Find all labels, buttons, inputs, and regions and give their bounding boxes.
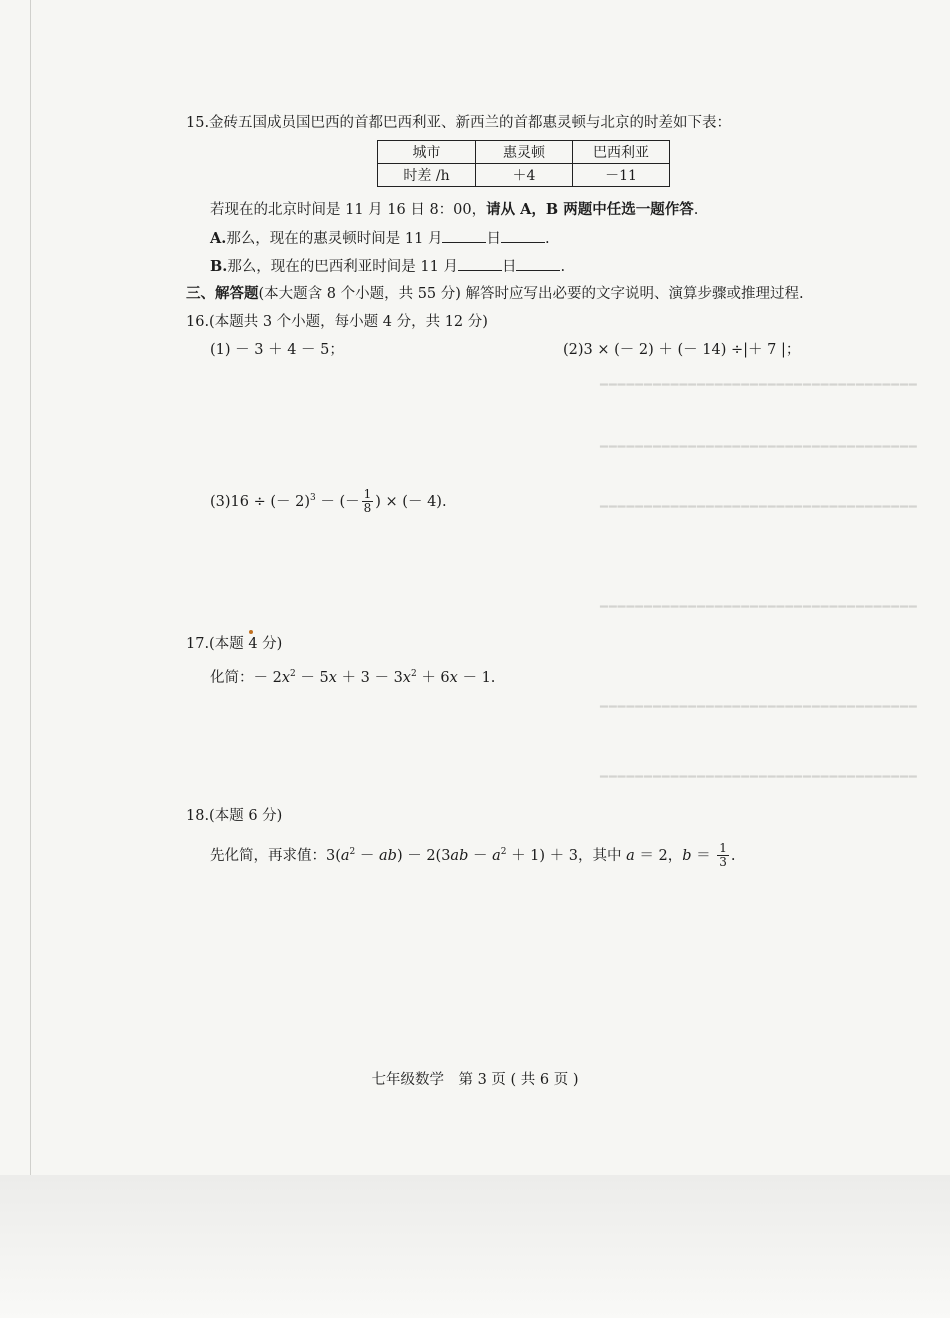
bleed-through-6: ━━━━━━━━━━━━━━━━━━━━━━━━━━━━━━━━━━━━ — [600, 770, 918, 785]
p3-exponent: 3 — [310, 493, 316, 503]
q17-text: － 1. — [457, 669, 496, 686]
option-b-label: B. — [210, 258, 228, 275]
var-x: x — [449, 669, 458, 686]
q15-option-b — [210, 256, 565, 277]
q18-body — [210, 842, 736, 869]
q17-text: ＋ 6 — [416, 669, 450, 686]
section-3-heading — [186, 284, 804, 304]
q18-text: ＝ — [691, 847, 716, 864]
q15-stem: 15.金砖五国成员国巴西的首都巴西利亚、新西兰的首都惠灵顿与北京的时差如下表： — [186, 115, 732, 131]
q15-instruction-text: 若现在的北京时间是 11 月 16 日 8：00， — [210, 202, 487, 218]
q18-header: 18.(本题 6 分) — [186, 808, 283, 824]
section-text: (本大题含 8 个小题，共 55 分) 解答时应写出必要的文字说明、演算步骤或推理过程. — [258, 286, 804, 302]
table-cell: 城市 — [378, 141, 476, 164]
q15-option-a — [210, 228, 550, 249]
answer-blank-time — [516, 256, 560, 271]
var-a: a — [340, 847, 350, 864]
var-a: a — [626, 847, 635, 864]
fraction — [362, 488, 374, 515]
p3-pre: (3)16 ÷ (－ 2) — [210, 493, 311, 510]
table-cell: －11 — [573, 164, 670, 187]
table-row — [378, 164, 670, 187]
var-x: x — [402, 669, 411, 686]
bleed-through-3: ━━━━━━━━━━━━━━━━━━━━━━━━━━━━━━━━━━━━ — [600, 500, 918, 515]
fraction-denominator: 3 — [719, 855, 727, 870]
table-header-row — [378, 141, 670, 164]
table-cell: 时差 /h — [378, 164, 476, 187]
exponent: 2 — [290, 669, 296, 679]
q18-text: 先化简，再求值：3( — [210, 847, 341, 864]
q17-text: ＋ 3 － 3 — [336, 669, 403, 686]
page-footer: 七年级数学 第 3 页 ( 共 6 页 ) — [371, 1072, 579, 1088]
period: . — [560, 259, 566, 275]
scan-bottom-shade — [0, 1175, 950, 1318]
period: . — [544, 231, 550, 247]
scan-border-left — [30, 0, 31, 1180]
q18-text: . — [730, 847, 736, 864]
var-ab: ab — [450, 847, 469, 864]
q15-instruction-bold: 请从 A，B 两题中任选一题作答 — [486, 201, 694, 218]
p3-mid: － (－ — [315, 493, 360, 510]
day-label: 日 — [486, 231, 501, 247]
q18-text: ＋ 1) ＋ 3，其中 — [506, 847, 627, 864]
q16-part-3 — [210, 488, 447, 515]
section-label: 三、解答题 — [186, 285, 259, 302]
answer-blank-time — [501, 228, 545, 243]
q18-text: － — [468, 847, 493, 864]
var-ab: ab — [379, 847, 397, 864]
fraction-numerator: 1 — [363, 487, 372, 502]
table-cell: 惠灵顿 — [476, 141, 573, 164]
var-x: x — [328, 669, 337, 686]
day-label: 日 — [501, 259, 517, 275]
q17-text: 化简：－ 2 — [210, 669, 282, 686]
q18-text: ＝ 2， — [634, 847, 683, 864]
q18-text: － — [355, 847, 379, 864]
answer-blank-month-day — [458, 256, 502, 271]
q17-body — [210, 664, 495, 688]
bleed-through-4: ━━━━━━━━━━━━━━━━━━━━━━━━━━━━━━━━━━━━ — [600, 600, 918, 615]
option-a-text: 那么，现在的惠灵顿时间是 11 月 — [226, 231, 443, 247]
exponent: 2 — [500, 847, 507, 857]
q15-instruction — [210, 200, 698, 220]
q15-instruction-end: . — [693, 202, 699, 218]
option-b-text: 那么，现在的巴西利亚时间是 11 月 — [227, 259, 458, 275]
q16-header: 16.(本题共 3 个小题，每小题 4 分，共 12 分) — [186, 314, 488, 330]
bleed-through-1: ━━━━━━━━━━━━━━━━━━━━━━━━━━━━━━━━━━━━ — [600, 378, 918, 393]
fraction-numerator: 1 — [719, 841, 727, 856]
option-a-label: A. — [210, 230, 227, 247]
q18-text: ) － 2(3 — [396, 847, 451, 864]
p3-post: ) × (－ 4). — [375, 493, 447, 510]
bleed-through-5: ━━━━━━━━━━━━━━━━━━━━━━━━━━━━━━━━━━━━ — [600, 700, 918, 715]
var-b: b — [682, 847, 692, 864]
fraction-denominator: 8 — [363, 501, 372, 516]
exponent: 2 — [349, 847, 356, 857]
var-a: a — [492, 847, 501, 864]
q16-part-1: (1) － 3 ＋ 4 － 5； — [210, 342, 344, 358]
time-difference-table — [377, 140, 670, 187]
fraction — [717, 842, 729, 869]
table-cell: 巴西利亚 — [573, 141, 670, 164]
q16-part-2: (2)3 × (－ 2) ＋ (－ 14) ÷|＋ 7 |； — [563, 342, 801, 358]
q17-header: 17.(本题 4 分) — [186, 636, 283, 652]
q17-text: － 5 — [295, 669, 329, 686]
exponent: 2 — [410, 669, 417, 679]
bleed-through-2: ━━━━━━━━━━━━━━━━━━━━━━━━━━━━━━━━━━━━ — [600, 440, 918, 455]
answer-blank-month-day — [442, 228, 486, 243]
table-cell: ＋4 — [476, 164, 573, 187]
var-x: x — [281, 669, 291, 686]
